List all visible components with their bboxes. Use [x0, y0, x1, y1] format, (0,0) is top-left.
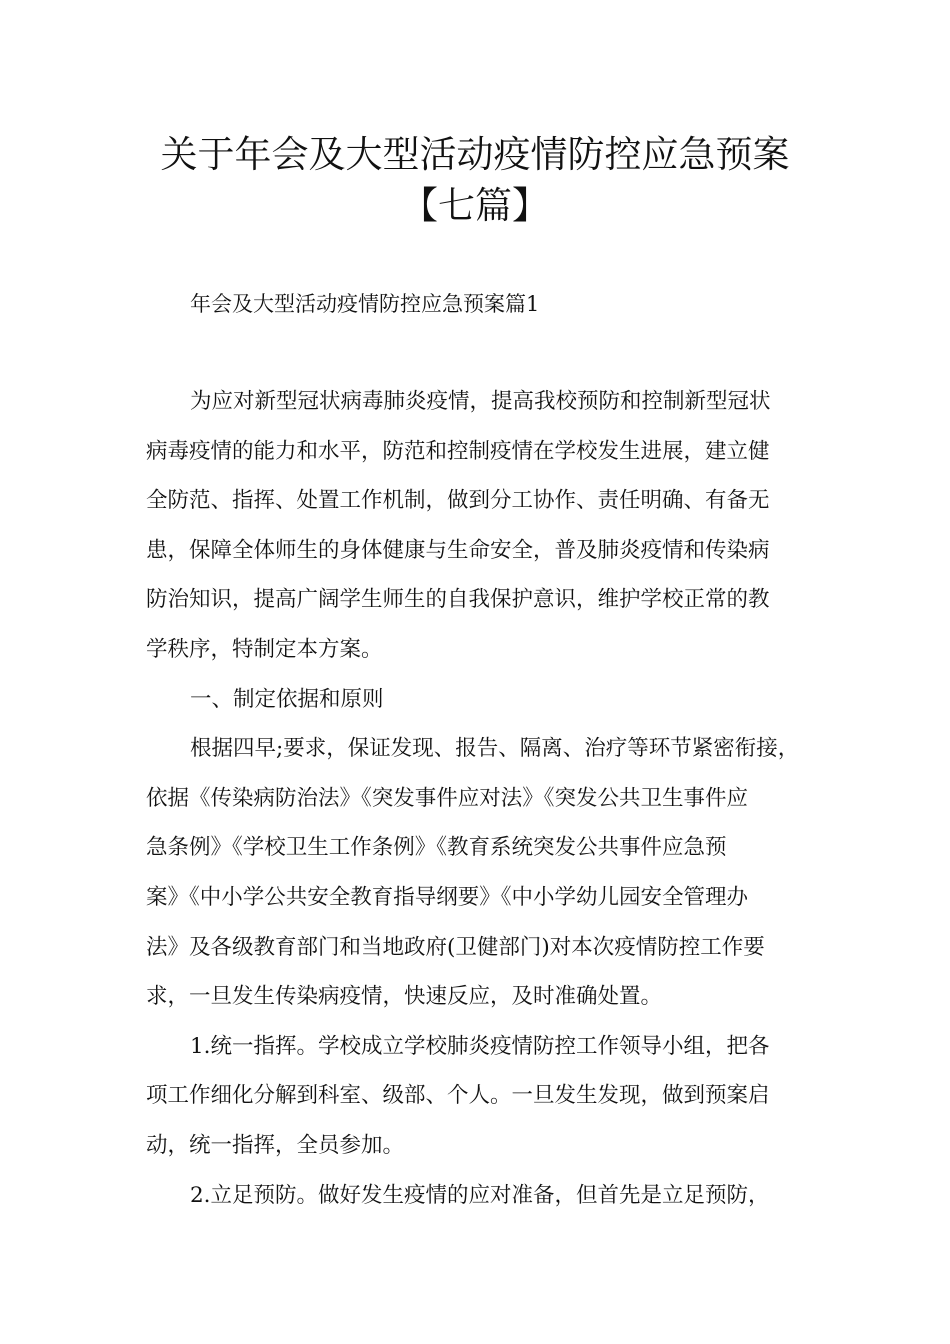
text-line: 依据《传染病防治法》《突发事件应对法》《突发公共卫生事件应 [146, 785, 749, 811]
text-line: 1.统一指挥。学校成立学校肺炎疫情防控工作领导小组，把各 [190, 1033, 770, 1059]
text-line: 2.立足预防。做好发生疫情的应对准备，但首先是立足预防， [190, 1182, 770, 1208]
text-line: 项工作细化分解到科室、级部、个人。一旦发生发现，做到预案启 [146, 1083, 770, 1109]
document-title-line-1: 关于年会及大型活动疫情防控应急预案 [160, 133, 790, 176]
text-line: 病毒疫情的能力和水平，防范和控制疫情在学校发生进展，建立健 [146, 438, 770, 464]
text-line: 求，一旦发生传染病疫情，快速反应，及时准确处置。 [146, 984, 663, 1010]
text-line: 案》《中小学公共安全教育指导纲要》《中小学幼儿园安全管理办 [146, 884, 749, 910]
text-line: 急条例》《学校卫生工作条例》《教育系统突发公共事件应急预 [146, 835, 727, 861]
section-subtitle: 年会及大型活动疫情防控应急预案篇1 [190, 292, 540, 316]
text-line: 学秩序，特制定本方案。 [146, 636, 383, 662]
text-line: 患，保障全体师生的身体健康与生命安全，普及肺炎疫情和传染病 [146, 537, 770, 563]
text-line: 为应对新型冠状病毒肺炎疫情，提高我校预防和控制新型冠状 [190, 389, 771, 414]
paragraph-intro [146, 377, 836, 1220]
document-title-line-2: 【七篇】 [401, 184, 549, 227]
text-line: 动，统一指挥，全员参加。 [146, 1132, 405, 1158]
text-line: 防治知识，提高广阔学生师生的自我保护意识，维护学校正常的教 [146, 587, 770, 613]
section-heading: 一、制定依据和原则 [190, 686, 384, 712]
text-line: 法》及各级教育部门和当地政府(卫健部门)对本次疫情防控工作要 [146, 934, 765, 960]
text-line: 根据四早;要求，保证发现、报告、隔离、治疗等环节紧密衔接， [190, 736, 800, 762]
text-line: 全防范、指挥、处置工作机制，做到分工协作、责任明确、有备无 [146, 488, 770, 514]
